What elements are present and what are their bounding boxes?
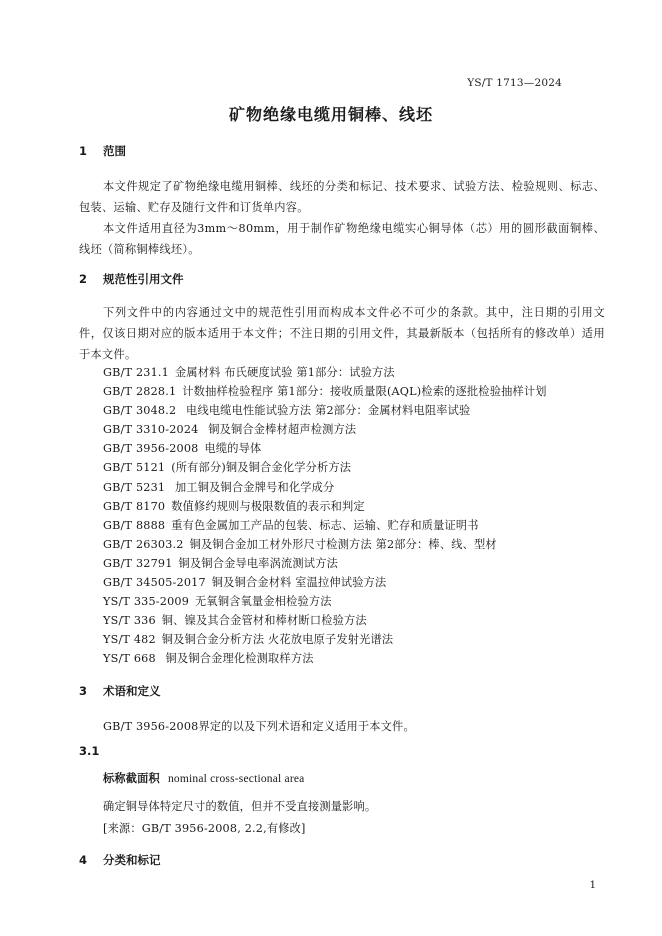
reference-item: [103, 535, 547, 554]
term-source: [来源：GB/T 3956-2008, 2.2,有修改]: [103, 822, 306, 835]
reference-item: [103, 573, 547, 592]
term-number: 3.1: [79, 744, 100, 758]
section-number: 3: [79, 684, 88, 698]
term-name-zh: 标称截面积: [103, 772, 160, 785]
reference-item: [103, 363, 547, 382]
reference-item: [103, 497, 547, 516]
reference-item: [103, 382, 547, 401]
reference-title: 铜及铜合金棒材超声检测方法: [204, 423, 357, 437]
reference-code: GB/T 26303.2: [103, 537, 184, 551]
section-3-intro: GB/T 3956-2008界定的以及下列术语和定义适用于本文件。: [103, 720, 415, 733]
reference-code: YS/T 336: [103, 614, 156, 628]
reference-title: 电线电缆电性能试验方法 第2部分：金属材料电阻率试验: [182, 404, 471, 418]
reference-title: 计数抽样检验程序 第1部分：接收质量限(AQL)检索的逐批检验抽样计划: [182, 385, 547, 399]
section-number: 2: [79, 272, 88, 286]
reference-title: 加工铜及铜合金牌号和化学成分: [171, 480, 335, 494]
reference-title: 铜及铜合金分析方法 火花放电原子发射光谱法: [161, 633, 394, 647]
section-2-heading: [79, 271, 184, 287]
reference-code: YS/T 668: [103, 652, 156, 666]
reference-title: 无氧铜含氧量金相检验方法: [195, 595, 332, 609]
section-title: 规范性引用文件: [103, 272, 184, 286]
section-number: 4: [79, 853, 88, 867]
reference-item: [103, 458, 547, 477]
reference-item: [103, 401, 547, 420]
reference-code: YS/T 335-2009: [103, 595, 190, 609]
reference-item: [103, 630, 547, 649]
section-2-intro: 下列文件中的内容通过文中的规范性引用而构成本文件必不可少的条款。其中，注日期的引用文件，仅该日期对应的版本适用于本文件；不注日期的引用文件，其最新版本（包括所有的修改单）适用于本文件。: [79, 306, 605, 361]
reference-code: YS/T 482: [103, 633, 156, 647]
reference-code: GB/T 5231: [103, 480, 166, 494]
term-entry: [103, 770, 304, 786]
reference-title: 金属材料 布氏硬度试验 第1部分：试验方法: [174, 366, 395, 379]
section-title: 分类和标记: [103, 853, 161, 867]
reference-title: (所有部分)铜及铜合金化学分析方法: [171, 461, 352, 475]
term-definition: 确定铜导体特定尺寸的数值，但并不受直接测量影响。: [103, 800, 377, 813]
reference-code: GB/T 32791: [103, 556, 173, 570]
document-title: 矿物绝缘电缆用铜棒、线坯: [228, 105, 433, 124]
section-title: 术语和定义: [103, 684, 161, 698]
reference-title: 电缆的导体: [204, 442, 262, 456]
reference-item: [103, 611, 547, 630]
reference-code: GB/T 8888: [103, 518, 166, 532]
section-3-heading: [79, 683, 161, 699]
reference-code: GB/T 5121: [103, 461, 166, 475]
section-title: 范围: [103, 144, 126, 158]
reference-code: GB/T 8170: [103, 499, 166, 513]
reference-code: GB/T 3310-2024: [103, 423, 199, 437]
section-1-heading: [79, 143, 126, 159]
reference-title: 铜及铜合金导电率涡流测试方法: [178, 556, 338, 570]
section-1-paragraph-2: 本文件适用直径为3mm～80mm，用于制作矿物绝缘电缆实心铜导体（芯）用的圆形截面铜棒、线坯（简称铜棒线坯）。: [79, 222, 605, 256]
reference-code: GB/T 3048.2: [103, 404, 177, 418]
reference-title: 重有色金属加工产品的包装、标志、运输、贮存和质量证明书: [171, 518, 479, 532]
reference-title: 数值修约规则与极限数值的表示和判定: [171, 499, 365, 513]
reference-code: GB/T 2828.1: [103, 385, 177, 399]
reference-title: 铜、镍及其合金管材和棒材断口检验方法: [161, 614, 367, 628]
reference-code: GB/T 34505-2017: [103, 576, 206, 590]
reference-title: 铜及铜合金材料 室温拉伸试验方法: [211, 576, 387, 590]
reference-item: [103, 592, 547, 611]
term-name-en: nominal cross-sectional area: [167, 773, 305, 785]
page-number: 1: [589, 880, 596, 891]
reference-title: 铜及铜合金加工材外形尺寸检测方法 第2部分：棒、线、型材: [189, 537, 497, 551]
reference-item: [103, 516, 547, 535]
reference-item: [103, 649, 547, 668]
reference-item: [103, 420, 547, 439]
reference-item: [103, 478, 547, 497]
normative-references-list: [103, 363, 547, 669]
reference-code: GB/T 3956-2008: [103, 442, 199, 456]
reference-item: [103, 554, 547, 573]
section-1-paragraph-1: 本文件规定了矿物绝缘电缆用铜棒、线坯的分类和标记、技术要求、试验方法、检验规则、标志、包装、运输、贮存及随行文件和订货单内容。: [79, 180, 605, 214]
reference-item: [103, 439, 547, 458]
standard-code: YS/T 1713—2024: [467, 77, 562, 89]
reference-title: 铜及铜合金理化检测取样方法: [161, 652, 314, 666]
section-number: 1: [79, 144, 88, 158]
reference-code: GB/T 231.1: [103, 366, 169, 379]
section-4-heading: [79, 852, 161, 868]
